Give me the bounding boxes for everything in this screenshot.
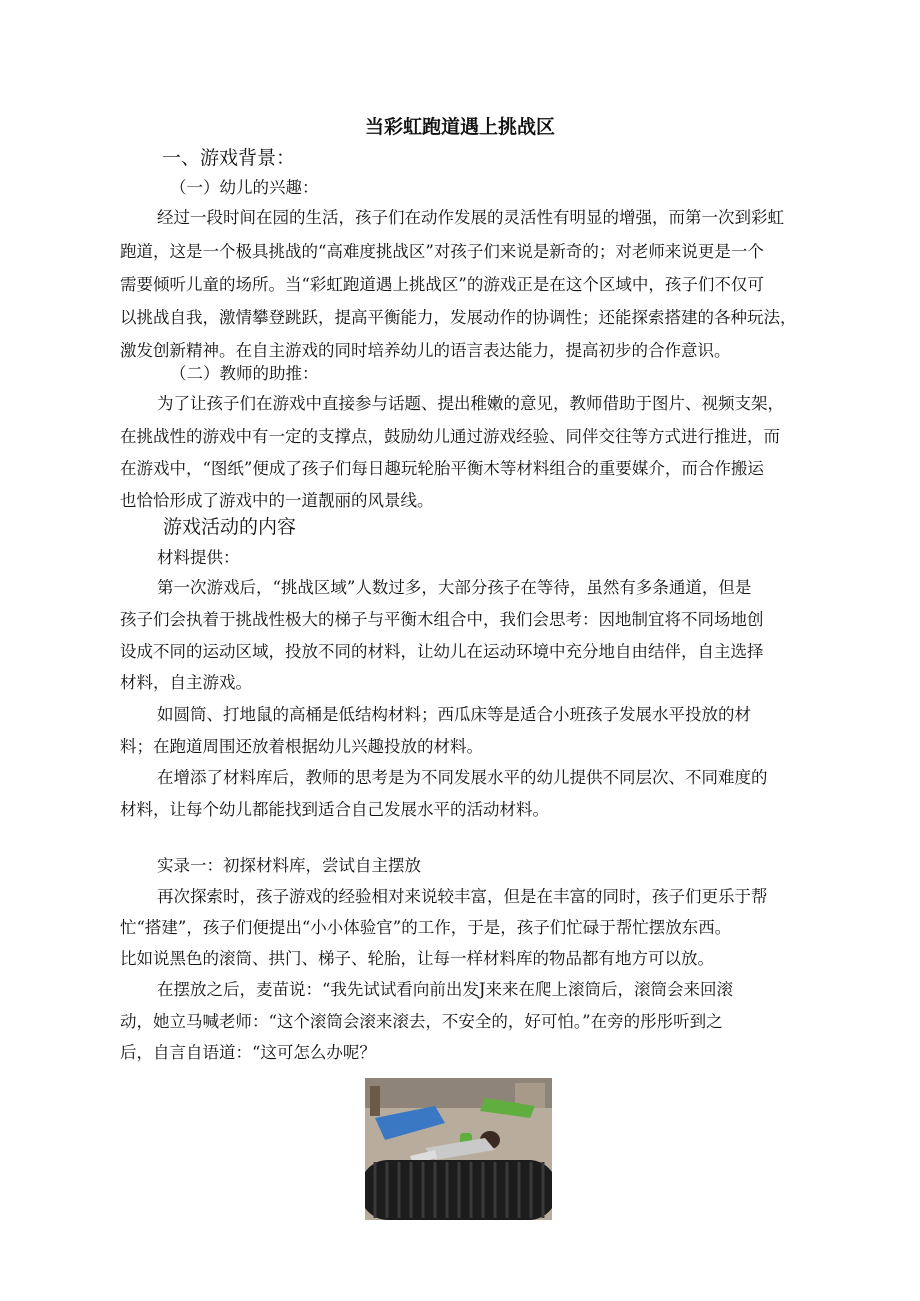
paragraph-line: 如圆筒、打地鼠的高桶是低结构材料；西瓜床等是适合小班孩子发展水平投放的材 (157, 705, 751, 724)
subheading-interest: （一）幼儿的兴趣： (170, 178, 319, 197)
paragraph-line: 在挑战性的游戏中有一定的支撑点，鼓励幼儿通过游戏经验、同伴交往等方式进行推进，而 (120, 427, 780, 446)
paragraph-line: 再次探索时，孩子游戏的经验相对来说较丰富，但是在丰富的同时，孩子们更乐于帮 (157, 887, 768, 906)
paragraph-line: 激发创新精神。在自主游戏的同时培养幼儿的语言表达能力，提高初步的合作意识。 (120, 341, 731, 360)
record-heading: 实录一：初探材料库，尝试自主摆放 (157, 856, 421, 875)
paragraph-line: 第一次游戏后，“挑战区域”人数过多，大部分孩子在等待，虽然有多条通道，但是 (157, 578, 752, 597)
paragraph-line: 材料，让每个幼儿都能找到适合自己发展水平的活动材料。 (120, 800, 549, 819)
photo-illustration (365, 1078, 552, 1220)
section-heading-background: 一、游戏背景： (162, 147, 296, 169)
paragraph-line: 经过一段时间在园的生活，孩子们在动作发展的灵活性有明显的增强，而第一次到彩虹 (157, 208, 784, 227)
paragraph-line: 也恰恰形成了游戏中的一道靓丽的风景线。 (120, 491, 434, 510)
paragraph-line: 设成不同的运动区域，投放不同的材料，让幼儿在运动环境中充分地自由结伴，自主选择 (120, 642, 764, 661)
paragraph-line: 在增添了材料库后，教师的思考是为不同发展水平的幼儿提供不同层次、不同难度的 (157, 768, 768, 787)
materials-heading: 材料提供： (157, 548, 240, 567)
paragraph-line: 后，自言自语道：“这可怎么办呢？ (120, 1043, 376, 1062)
subheading-teacher: （二）教师的助推： (170, 364, 319, 383)
paragraph-line: 比如说黑色的滚筒、拱门、梯子、轮胎，让每一样材料库的物品都有地方可以放。 (120, 949, 714, 968)
paragraph-line: 在游戏中，“图纸”便成了孩子们每日趣玩轮胎平衡木等材料组合的重要媒介，而合作搬运 (120, 459, 764, 478)
paragraph-line: 跑道，这是一个极具挑战的“高难度挑战区”对孩子们来说是新奇的；对老师来说更是一个 (120, 242, 764, 261)
paragraph-line: 动，她立马喊老师：“这个滚筒会滚来滚去，不安全的，好可怕。”在旁的彤彤听到之 (120, 1012, 723, 1031)
paragraph-line: 需要倾听儿童的场所。当“彩虹跑道遇上挑战区”的游戏正是在这个区域中，孩子们不仅可 (120, 275, 764, 294)
paragraph-line: 料；在跑道周围还放着根据幼儿兴趣投放的材料。 (120, 737, 483, 756)
paragraph-line: 在摆放之后，麦苗说：“我先试试看向前出发J来来在爬上滚筒后，滚筒会来回滚 (157, 980, 734, 999)
paragraph-line: 孩子们会执着于挑战性极大的梯子与平衡木组合中，我们会思考：因地制宜将不同场地创 (120, 610, 764, 629)
section-heading-content: 游戏活动的内容 (163, 516, 297, 538)
page-title: 当彩虹跑道遇上挑战区 (364, 116, 555, 138)
paragraph-line: 以挑战自我，激情攀登跳跃，提高平衡能力，发展动作的协调性；还能探索搭建的各种玩法， (120, 308, 797, 327)
paragraph-line: 为了让孩子们在游戏中直接参与话题、提出稚嫩的意见，教师借助于图片、视频支架， (157, 394, 784, 413)
paragraph-line: 忙“搭建”，孩子们便提出“小小体验官”的工作，于是，孩子们忙碌于帮忙摆放东西。 (120, 918, 732, 937)
paragraph-line: 材料，自主游戏。 (120, 673, 252, 692)
photo-child-on-black-tube (365, 1078, 552, 1220)
